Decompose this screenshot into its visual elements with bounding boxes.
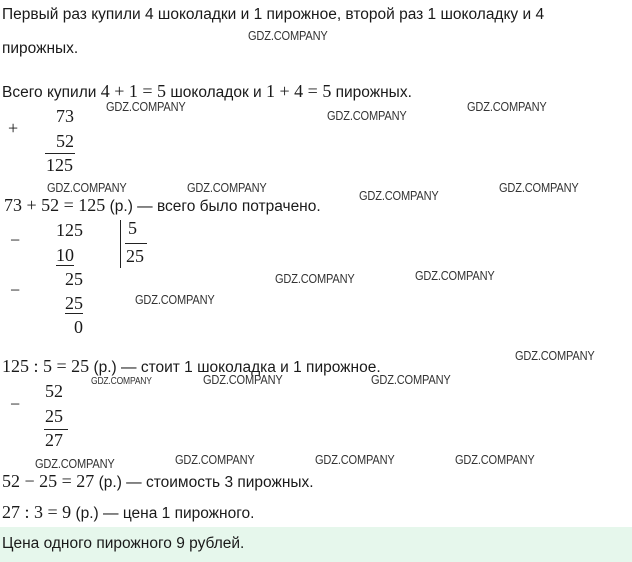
- longdiv-divisor-rule: [125, 243, 147, 244]
- add-result: 125: [46, 155, 73, 175]
- sub-operand-1: 52: [45, 381, 63, 401]
- watermark: GDZ.COMPANY: [91, 376, 152, 387]
- watermark: GDZ.COMPANY: [35, 456, 115, 471]
- watermark: GDZ.COMPANY: [248, 28, 328, 43]
- watermark: GDZ.COMPANY: [327, 108, 407, 123]
- watermark: GDZ.COMPANY: [135, 292, 215, 307]
- total-line: Всего купили 4 + 1 = 5 шоколадок и 1 + 4 = 5 пирожных.: [2, 81, 412, 101]
- watermark: GDZ.COMPANY: [371, 372, 451, 387]
- longdiv-dividend: 125: [56, 220, 83, 240]
- longdiv-divisor: 5: [128, 218, 137, 238]
- problem-line-2: пирожных.: [2, 40, 79, 57]
- watermark: GDZ.COMPANY: [275, 271, 355, 286]
- longdiv-sign-2: −: [10, 280, 21, 300]
- watermark: GDZ.COMPANY: [187, 180, 267, 195]
- sub-operand-2: 25: [45, 406, 63, 426]
- watermark: GDZ.COMPANY: [499, 180, 579, 195]
- watermark: GDZ.COMPANY: [315, 452, 395, 467]
- longdiv-quotient: 25: [126, 246, 144, 266]
- division-line: 125 : 5 = 25 (р.) — стоит 1 шоколадка и 1 пирожное.: [2, 356, 381, 376]
- longdiv-sign-1: −: [10, 230, 21, 250]
- sub-sign: −: [10, 394, 21, 414]
- longdiv-vertical-rule: [120, 220, 121, 268]
- add-sign: +: [8, 118, 19, 138]
- longdiv-subtrahend-1: 10: [56, 245, 74, 265]
- subtraction-line: 52 − 25 = 27 (р.) — стоимость 3 пирожных.: [2, 471, 314, 491]
- answer-box: [0, 527, 632, 562]
- add-rule: [45, 153, 75, 154]
- problem-line-1: Первый раз купили 4 шоколадки и 1 пирожное, второй раз 1 шоколадку и 4: [2, 6, 545, 23]
- sum-line: 73 + 52 = 125 (р.) — всего было потрачено.: [4, 195, 321, 215]
- watermark: GDZ.COMPANY: [415, 268, 495, 283]
- watermark: GDZ.COMPANY: [175, 452, 255, 467]
- add-operand-1: 73: [56, 106, 74, 126]
- longdiv-remainder-2: 0: [74, 317, 83, 337]
- watermark: GDZ.COMPANY: [515, 348, 595, 363]
- add-operand-2: 52: [56, 131, 74, 151]
- longdiv-remainder-1: 25: [65, 269, 83, 289]
- watermark: GDZ.COMPANY: [455, 452, 535, 467]
- watermark: GDZ.COMPANY: [359, 188, 439, 203]
- watermark: GDZ.COMPANY: [106, 99, 186, 114]
- longdiv-subtrahend-2: 25: [65, 293, 83, 313]
- sub-result: 27: [45, 430, 63, 450]
- watermark: GDZ.COMPANY: [47, 180, 127, 195]
- watermark: GDZ.COMPANY: [203, 372, 283, 387]
- price-line: 27 : 3 = 9 (р.) — цена 1 пирожного.: [2, 502, 255, 522]
- watermark: GDZ.COMPANY: [467, 99, 547, 114]
- answer-text: Цена одного пирожного 9 рублей.: [2, 535, 245, 552]
